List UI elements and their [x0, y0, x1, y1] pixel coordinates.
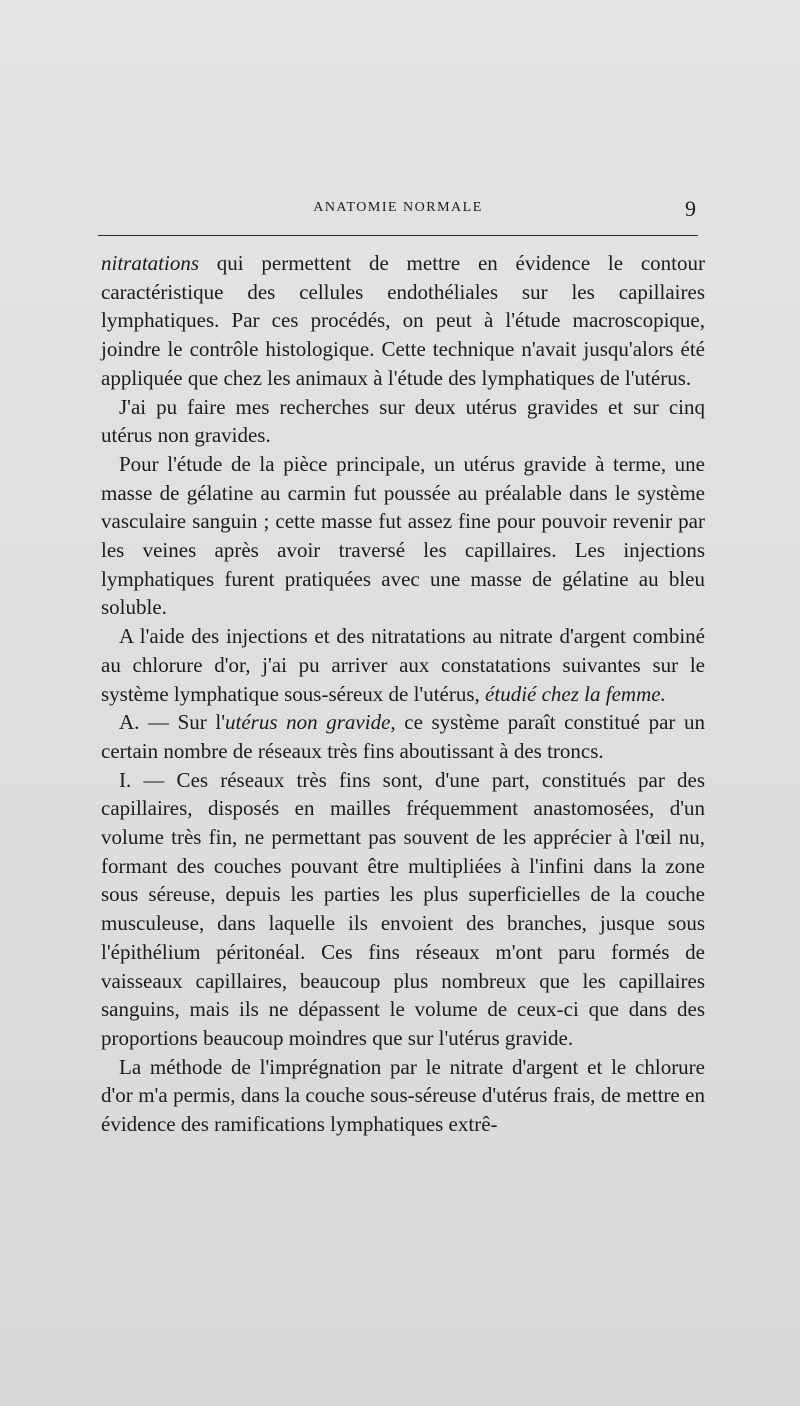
paragraph-6 [101, 766, 705, 1053]
paragraph-4-italic-tail: étudié chez la femme. [485, 681, 666, 706]
paragraph-1-italic-lead: nitratations [101, 251, 200, 275]
paragraph-5 [101, 708, 705, 765]
paragraph-3 [101, 450, 705, 622]
paragraph-5-italic: utérus non gravide [225, 710, 391, 735]
paragraph-2-text: J'ai pu faire mes recherches sur deux utérus gravides et sur cinq utérus non gravides. [101, 394, 705, 448]
paragraph-4 [101, 622, 705, 708]
paragraph-7 [101, 1053, 705, 1139]
paragraph-3-text: Pour l'étude de la pièce principale, un utérus gravide à terme, une masse de gélatine au carmin fut poussée au préalable dans le système vasculaire sanguin ; cette masse fut assez fine pour pouvoir revenir par les veines après avoir traversé les capillaires. Les injections lymphatiques furent pratiquées avec une masse de gélatine au bleu soluble. [101, 451, 705, 620]
page-number: 9 [685, 196, 696, 221]
paragraph-2 [101, 393, 705, 450]
running-head-title: ANATOMIE NORMALE [313, 200, 483, 215]
paragraph-4-text: A l'aide des injections et des nitratations au nitrate d'argent combiné au chlorure d'or, j'ai pu arriver aux constatations suivantes sur le système lymphatique sous-séreux de l'utérus, [101, 624, 705, 706]
paragraph-5-text: , ce système paraît constitué par un certain nombre de réseaux très fins aboutissant à des troncs. [101, 710, 705, 763]
running-head [98, 196, 698, 224]
paragraph-1-text: qui permettent de mettre en évidence le contour caractéristique des cellules endothéliales sur les capillaires lymphatiques. Par ces procédés, on peut à l'étude macroscopique, joindre le contrôle histologique. Cette technique n'avait jusqu'alors été appliquée que chez les animaux à l'étude des lymphatiques de l'utérus. [101, 251, 705, 390]
paragraph-5-lead: A. — Sur l' [119, 710, 226, 735]
header-rule [98, 235, 698, 236]
paragraph-1 [101, 249, 705, 393]
paragraph-7-text: La méthode de l'imprégnation par le nitrate d'argent et le chlorure d'or m'a permis, dans la couche sous-séreuse d'utérus frais, de mettre en évidence des ramifications lymphatiques extrê- [101, 1054, 705, 1137]
paragraph-6-text: I. — Ces réseaux très fins sont, d'une part, constitués par des capillaires, disposés en mailles fréquemment anastomosées, d'un volume très fin, ne permettant pas souvent de les apprécier à l'œil nu, formant des couches pouvant être multipliées à l'infini dans la zone sous séreuse, depuis les parties les plus superficielles de la couche musculeuse, dans laquelle ils envoient des branches, jusque sous l'épithélium péritonéal. Ces fins réseaux m'ont paru formés de vaisseaux capillaires, beaucoup plus nombreux que les capillaires sanguins, mais ils ne dépassent le volume de ceux-ci que dans des proportions beaucoup moindres que sur l'utérus gravide. [101, 767, 705, 1050]
body-text [101, 249, 705, 1139]
